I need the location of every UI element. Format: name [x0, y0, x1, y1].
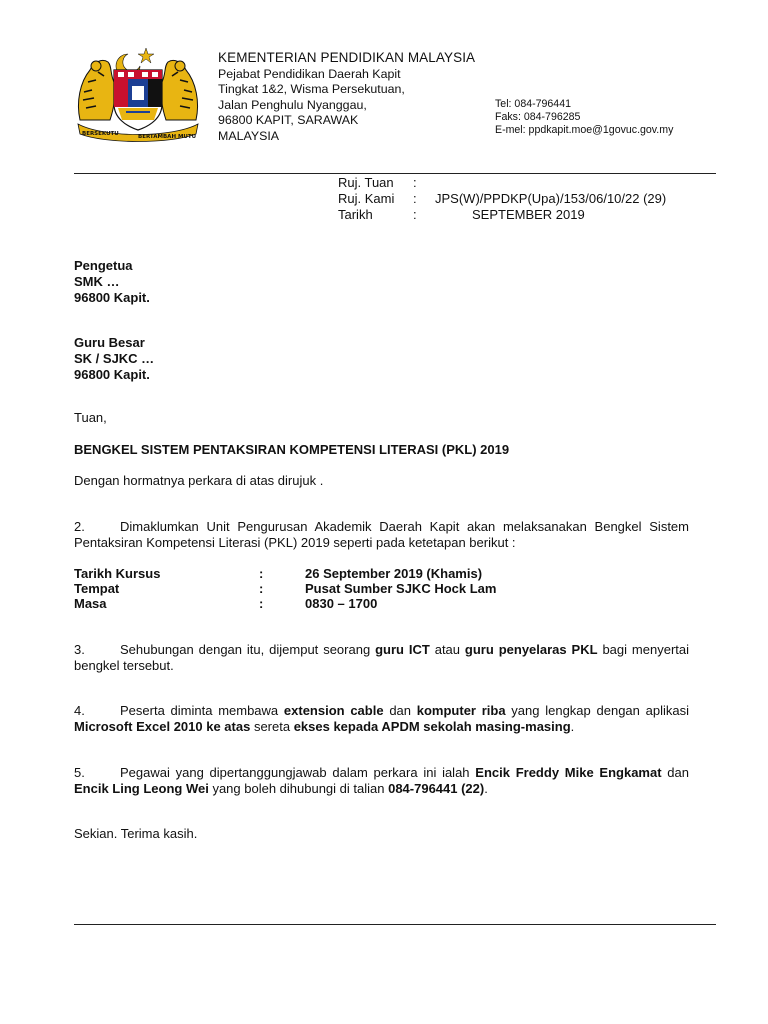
detail-value: Pusat Sumber SJKC Hock Lam	[305, 581, 497, 596]
office-line: Tingkat 1&2, Wisma Persekutuan,	[218, 82, 405, 97]
letter-subject: BENGKEL SISTEM PENTAKSIRAN KOMPETENSI LITERASI (PKL) 2019	[74, 442, 510, 457]
paragraph-number: 2.	[74, 519, 85, 534]
highlight-text: Encik Freddy Mike Engkamat	[475, 765, 662, 780]
footer-divider	[74, 924, 716, 925]
highlight-text: guru ICT	[375, 642, 430, 657]
opening-line: Dengan hormatnya perkara di atas dirujuk .	[74, 473, 324, 488]
detail-label: Tempat	[74, 581, 120, 596]
header-divider	[74, 173, 716, 174]
paragraph-text: bagi menyertai bengkel tersebut.	[74, 642, 690, 673]
recipient-line: Guru Besar	[74, 335, 145, 350]
highlight-text: Encik Ling Leong Wei	[74, 781, 209, 796]
paragraph-text: yang lengkap dengan aplikasi	[505, 703, 689, 718]
highlight-text: Microsoft Excel 2010 ke atas	[74, 719, 251, 734]
detail-value: 0830 – 1700	[305, 596, 378, 611]
recipient-pengetua	[74, 258, 150, 306]
ruj-kami-value: JPS(W)/PPDKP(Upa)/153/06/10/22 (29)	[435, 191, 667, 206]
svg-text:BERTAMBAH MUTU: BERTAMBAH MUTU	[138, 134, 197, 140]
detail-label: Masa	[74, 596, 107, 611]
detail-label: Tarikh Kursus	[74, 566, 161, 581]
office-line: MALAYSIA	[218, 128, 280, 143]
ruj-tuan-label: Ruj. Tuan	[338, 175, 394, 190]
tarikh-label: Tarikh	[338, 207, 373, 222]
paragraph-text: .	[570, 719, 575, 734]
svg-text:BERSEKUTU: BERSEKUTU	[82, 131, 119, 137]
tarikh-value: SEPTEMBER 2019	[472, 207, 585, 222]
office-line: 96800 KAPIT, SARAWAK	[218, 113, 359, 128]
paragraph-2-text: Dimaklumkan Unit Pengurusan Akademik Daerah Kapit akan melaksanakan Bengkel Sistem Pentaksiran Kompetensi Literasi (PKL) 2019 seperti pada ketetapan berikut :	[74, 519, 689, 550]
paragraph-text: .	[484, 781, 488, 796]
ruj-tuan-colon: :	[413, 175, 417, 190]
paragraph-text: dan	[383, 703, 417, 718]
telephone: Tel: 084-796441	[495, 98, 571, 110]
paragraph-text: Pegawai yang dipertanggungjawab dalam perkara ini ialah	[120, 765, 476, 780]
paragraph-number: 5.	[74, 765, 85, 780]
paragraph-text: Peserta diminta membawa	[120, 703, 284, 718]
paragraph-text: atau	[429, 642, 465, 657]
paragraph-number: 4.	[74, 703, 85, 718]
ruj-kami-label: Ruj. Kami	[338, 191, 395, 206]
detail-value: 26 September 2019 (Khamis)	[305, 566, 483, 581]
office-address	[218, 67, 405, 144]
paragraph-text: yang boleh dihubungi di talian	[208, 781, 389, 796]
office-line: Jalan Penghulu Nyanggau,	[218, 97, 367, 112]
detail-colon: :	[259, 566, 264, 581]
closing-line: Sekian. Terima kasih.	[74, 826, 198, 841]
email: E-mel: ppdkapit.moe@1govuc.gov.my	[495, 124, 674, 137]
paragraph-5	[74, 765, 689, 797]
highlight-text: guru penyelaras PKL	[464, 642, 598, 657]
ministry-name: KEMENTERIAN PENDIDIKAN MALAYSIA	[218, 50, 476, 65]
paragraph-text: sereta	[250, 719, 294, 734]
paragraph-text: dan	[661, 765, 689, 780]
paragraph-4	[74, 703, 689, 735]
recipient-line: 96800 Kapit.	[74, 290, 150, 305]
detail-colon: :	[259, 596, 264, 611]
office-line: Pejabat Pendidikan Daerah Kapit	[218, 67, 401, 81]
fax: Faks: 084-796285	[495, 111, 581, 124]
coat-of-arms-logo	[74, 42, 202, 142]
highlight-text: extension cable	[283, 703, 384, 718]
paragraph-number: 3.	[74, 642, 85, 657]
recipient-guru-besar	[74, 335, 154, 383]
highlight-text: ekses kepada APDM sekolah masing-masing	[293, 719, 571, 734]
contact-info	[495, 98, 673, 138]
recipient-line: 96800 Kapit.	[74, 367, 150, 382]
recipient-line: SK / SJKC …	[74, 351, 155, 366]
recipient-line: SMK …	[74, 274, 120, 289]
paragraph-2	[74, 519, 689, 551]
highlight-text: komputer riba	[416, 703, 506, 718]
detail-colon: :	[259, 581, 264, 596]
highlight-text: 084-796441 (22)	[388, 781, 485, 796]
salutation: Tuan,	[74, 410, 107, 425]
recipient-line: Pengetua	[74, 258, 133, 273]
tarikh-colon: :	[413, 207, 417, 222]
paragraph-3	[74, 642, 689, 674]
ruj-kami-colon: :	[413, 191, 417, 206]
paragraph-text: Sehubungan dengan itu, dijemput seorang	[120, 642, 376, 657]
